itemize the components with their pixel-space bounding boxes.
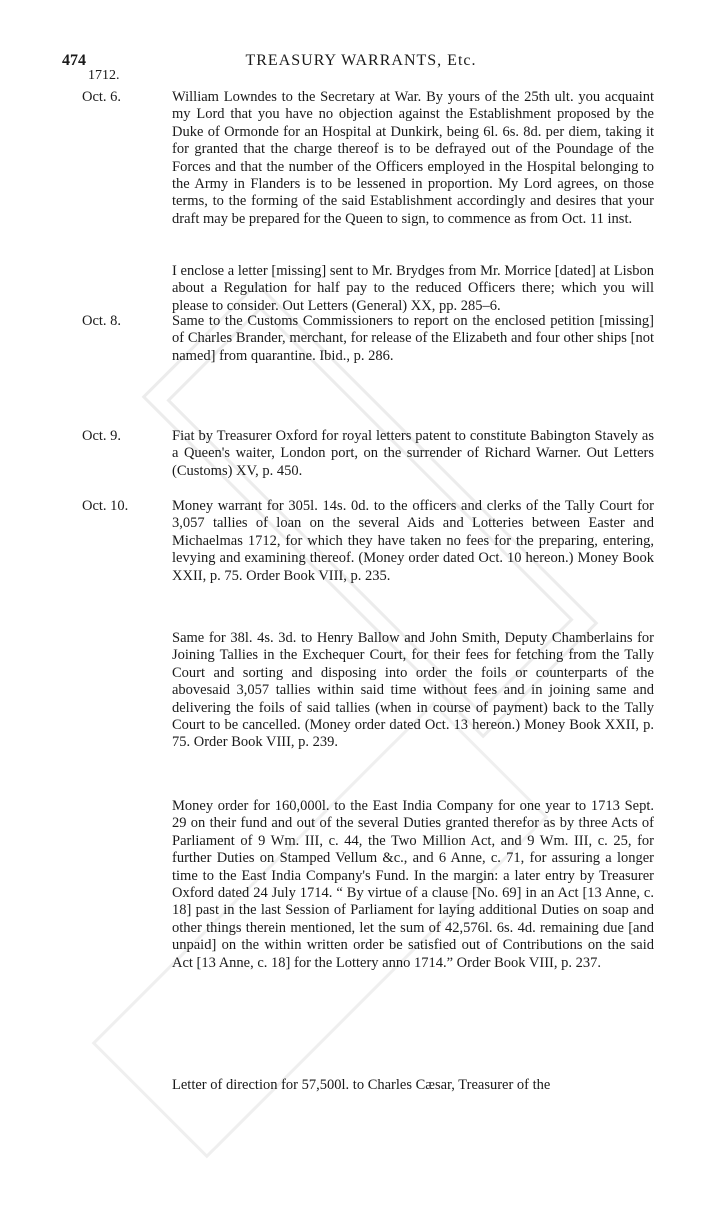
- entry-paragraph: Letter of direction for 57,500l. to Charles Cæsar, Treasurer of the: [172, 1077, 551, 1093]
- entry-date: Oct. 8.: [82, 313, 122, 329]
- running-head: TREASURY WARRANTS, Etc.: [245, 52, 477, 69]
- page-number: 474: [62, 52, 86, 69]
- entry-paragraph: Money order for 160,000l. to the East India Company for one year to 1713 Sept. 29 on their fund and out of the several Duties granted therefor as by three Acts of Parliament of 9 Wm. III, c. 44, the Two Million Act, and 9 Wm. III, c. 25, for further Duties on Stamped Vellum &c., and 6 Anne, c. 71, for assuring a longer time to the East India Company's Fund. In the margin: a later entry by Treasurer Oxford dated 24 July 1714. “ By virtue of a clause [No. 69] in an Act [13 Anne, c. 18] past in the last Session of Parliament for laying additional Duties on soap and other things therein mentioned, let the sum of 42,576l. 6s. 4d. remaining due [and unpaid] on the within written order be satisfied out of Contributions on the said Act [13 Anne, c. 18] for the Lottery anno 1714.” Order Book VIII, p. 237.: [172, 798, 654, 971]
- entry-paragraph: I enclose a letter [missing] sent to Mr. Brydges from Mr. Morrice [dated] at Lisbon about a Regulation for half pay to the reduced Officers there; which you will please to consider. Out Letters (General) XX, pp. 285–6.: [172, 263, 654, 314]
- entry-paragraph: William Lowndes to the Secretary at War. By yours of the 25th ult. you acquaint my Lord that you have no objection against the Establishment proposed by the Duke of Ormonde for an Hospital at Dunkirk, being 6l. 6s. 8d. per diem, taking it for granted that the charge thereof is to be defrayed out of the Poundage of the Forces and that the number of the Officers employed in the Hospital belonging to the Army in Flanders is to be lessened in proportion. My Lord agrees, on those terms, to the forming of the said Establishment accordingly and desires that your draft may be prepared for the Queen to sign, to commence as from Oct. 11 inst.: [172, 89, 654, 227]
- entry-paragraph: Money warrant for 305l. 14s. 0d. to the officers and clerks of the Tally Court for 3,057 tallies of loan on the several Aids and Lotteries between Easter and Michaelmas 1712, for which they have taken no fees for the preparing, entering, levying and examining thereof. (Money order dated Oct. 10 hereon.) Money Book XXII, p. 75. Order Book VIII, p. 235.: [172, 498, 654, 584]
- entry-paragraph: Same for 38l. 4s. 3d. to Henry Ballow and John Smith, Deputy Chamberlains for Joining Tallies in the Exchequer Court, for their fees for fetching from the Tally Court and sorting and disposing into order the foils or counterparts of the abovesaid 3,057 tallies within said time without fees and in joining same and delivering the foils of said tallies (when in course of payment) back to the Tally Court to be cancelled. (Money order dated Oct. 13 hereon.) Money Book XXII, p. 75. Order Book VIII, p. 239.: [172, 630, 654, 751]
- entry-date: Oct. 10.: [82, 498, 129, 514]
- entry-paragraph: Same to the Customs Commissioners to report on the enclosed petition [missing] of Charles Brander, merchant, for release of the Elizabeth and four other ships [not named] from quarantine. Ibid., p. 286.: [172, 313, 654, 364]
- entry-date: Oct. 6.: [82, 89, 122, 105]
- entry-paragraph: Fiat by Treasurer Oxford for royal letters patent to constitute Babington Stavely as a Queen's waiter, London port, on the surrender of Richard Warner. Out Letters (Customs) XV, p. 450.: [172, 428, 654, 479]
- year-marker: 1712.: [88, 68, 120, 83]
- entry-date: Oct. 9.: [82, 428, 122, 444]
